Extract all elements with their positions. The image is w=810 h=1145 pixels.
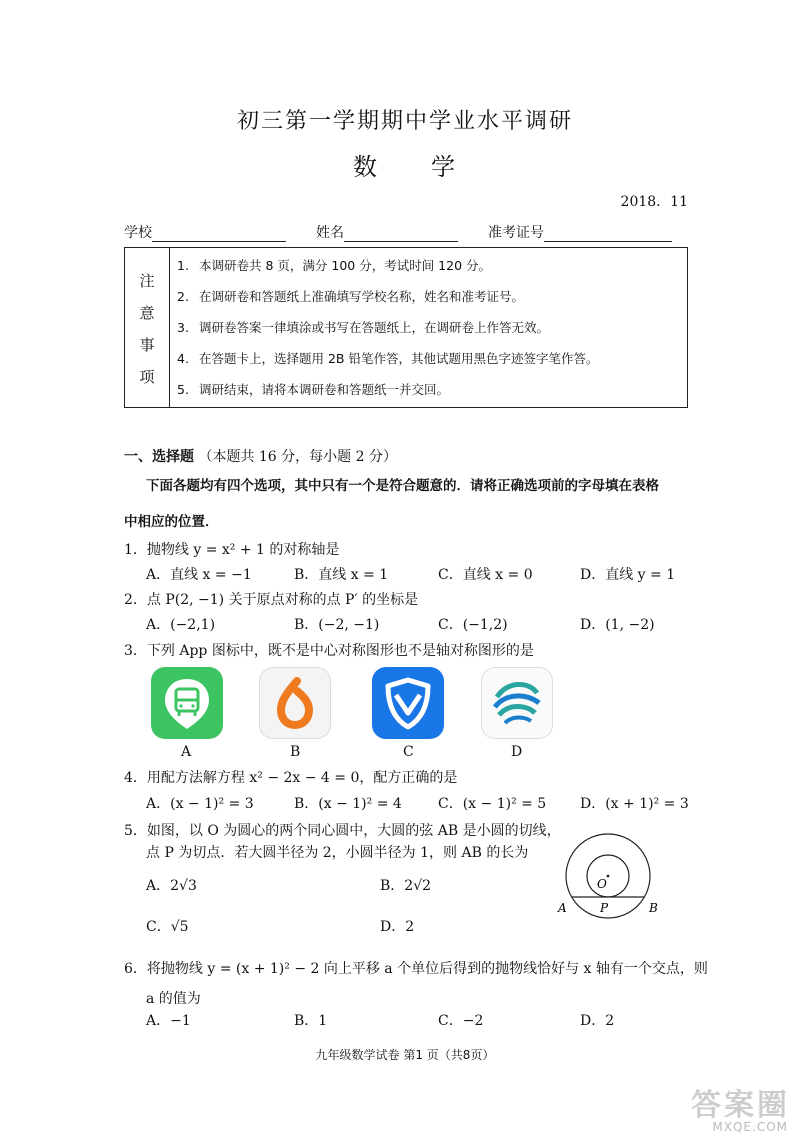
notice-item xyxy=(177,347,598,378)
question-1-stem: 1．抛物线 y = x² + 1 的对称轴是 xyxy=(124,542,340,558)
notice-item xyxy=(177,378,598,409)
exam-no-blank xyxy=(544,227,672,242)
question-6-stem-line1: 6．将抛物线 y = (x + 1)² − 2 向上平移 a 个单位后得到的抛物线恰好与 x 轴有一个交点，则 xyxy=(124,961,708,977)
label-o: O xyxy=(597,877,607,891)
question-6-option-a: A．−1 xyxy=(146,1013,191,1029)
exam-date: 2018．11 xyxy=(620,194,688,210)
notice-item xyxy=(177,316,598,347)
name-label: 姓名 xyxy=(316,225,344,241)
section-note: （本题共 16 分，每小题 2 分） xyxy=(198,449,397,465)
question-2-option-c: C．(−1,2) xyxy=(438,617,508,633)
school-blank xyxy=(152,227,286,242)
name-field xyxy=(316,222,458,242)
question-5-stem-line1: 5．如图，以 O 为圆心的两个同心圆中，大圆的弦 AB 是小圆的切线， xyxy=(124,823,561,839)
exam-no-label: 准考证号 xyxy=(488,225,544,241)
notice-text: 在调研卷和答题纸上准确填写学校名称，姓名和准考证号。 xyxy=(199,289,525,304)
section-intro-line2: 中相应的位置． xyxy=(124,514,219,530)
icon-label-a: A xyxy=(181,744,192,760)
notice-heading xyxy=(125,248,170,407)
question-1-option-d: D．直线 y = 1 xyxy=(580,567,676,583)
notice-text: 调研卷答案一律填涂或书写在答题纸上，在调研卷上作答无效。 xyxy=(199,320,550,335)
question-4-option-c: C．(x − 1)² = 5 xyxy=(438,796,547,812)
bus-icon xyxy=(151,667,223,739)
notice-num: 4. xyxy=(177,351,189,366)
notice-num: 2. xyxy=(177,289,189,304)
notice-num: 5. xyxy=(177,382,189,397)
label-b: B xyxy=(649,901,658,915)
question-1-option-b: B．直线 x = 1 xyxy=(294,567,389,583)
question-5-stem-line2: 点 P 为切点．若大圆半径为 2，小圆半径为 1，则 AB 的长为 xyxy=(146,845,529,861)
notice-heading-char: 注 xyxy=(139,272,155,290)
question-6-stem-line2: a 的值为 xyxy=(146,991,201,1007)
section-title: 一、选择题 xyxy=(124,449,194,465)
question-5-option-c: C．√5 xyxy=(146,919,189,935)
app-icon-d-china-mobile-icon xyxy=(481,667,553,739)
question-6-option-d: D．2 xyxy=(580,1013,615,1029)
notice-item xyxy=(177,285,598,316)
notice-item xyxy=(177,254,598,285)
question-5-option-d: D．2 xyxy=(380,919,415,935)
exam-no-field xyxy=(488,222,672,242)
question-2-option-d: D．(1, −2) xyxy=(580,617,655,633)
notice-text: 本调研卷共 8 页，满分 100 分，考试时间 120 分。 xyxy=(199,258,492,273)
question-4-option-d: D．(x + 1)² = 3 xyxy=(580,796,689,812)
question-3-stem: 3．下列 App 图标中，既不是中心对称图形也不是轴对称图形的是 xyxy=(124,643,534,659)
question-4-option-a: A．(x − 1)² = 3 xyxy=(146,796,254,812)
icon-label-d: D xyxy=(511,744,523,760)
icon-label-b: B xyxy=(290,744,301,760)
question-6-option-c: C．−2 xyxy=(438,1013,484,1029)
app-icon-a-bus-icon xyxy=(151,667,223,739)
question-4-stem: 4．用配方法解方程 x² − 2x − 4 = 0，配方正确的是 xyxy=(124,770,458,786)
question-1-option-c: C．直线 x = 0 xyxy=(438,567,533,583)
label-a: A xyxy=(558,901,567,915)
swirl-logo-icon xyxy=(481,667,553,739)
question-6-option-b: B．1 xyxy=(294,1013,328,1029)
exam-title: 初三第一学期期中学业水平调研 xyxy=(236,109,573,134)
page-footer: 九年级数学试卷 第1 页（共8页） xyxy=(315,1048,495,1062)
notice-num: 1. xyxy=(177,258,189,273)
question-4-option-b: B．(x − 1)² = 4 xyxy=(294,796,402,812)
watermark-url: MXQE.COM xyxy=(712,1120,788,1134)
notice-list xyxy=(177,254,598,409)
section-heading xyxy=(124,446,397,466)
notice-num: 3. xyxy=(177,320,189,335)
icon-label-c: C xyxy=(403,744,414,760)
name-blank xyxy=(344,227,458,242)
question-5-option-a: A．2√3 xyxy=(146,878,197,894)
question-5-option-b: B．2√2 xyxy=(380,878,432,894)
section-intro-line1: 下面各题均有四个选项，其中只有一个是符合题意的．请将正确选项前的字母填在表格 xyxy=(146,478,659,494)
concentric-circles-figure xyxy=(550,822,670,932)
notice-text: 调研结束，请将本调研卷和答题纸一并交回。 xyxy=(199,382,450,397)
watermark-logo: 答案圈 xyxy=(691,1088,790,1123)
question-2-option-a: A．(−2,1) xyxy=(146,617,216,633)
shield-icon xyxy=(372,667,444,739)
question-1-option-a: A．直线 x = −1 xyxy=(146,567,252,583)
school-field xyxy=(124,222,286,242)
question-2-option-b: B．(−2, −1) xyxy=(294,617,380,633)
subject-title: 数 学 xyxy=(353,153,457,181)
question-2-stem: 2．点 P(2, −1) 关于原点对称的点 P′ 的坐标是 xyxy=(124,592,419,608)
drop-ring-icon xyxy=(259,667,331,739)
notice-box xyxy=(124,247,688,408)
notice-heading-char: 项 xyxy=(139,368,155,386)
notice-heading-char: 意 xyxy=(139,304,155,322)
label-p: P xyxy=(600,901,609,915)
app-icon-b-drop-icon xyxy=(259,667,331,739)
center-point xyxy=(607,875,610,878)
school-label: 学校 xyxy=(124,225,152,241)
notice-heading-char: 事 xyxy=(139,336,155,354)
app-icon-c-shield-icon xyxy=(372,667,444,739)
notice-text: 在答题卡上，选择题用 2B 铅笔作答，其他试题用黑色字迹签字笔作答。 xyxy=(199,351,599,366)
